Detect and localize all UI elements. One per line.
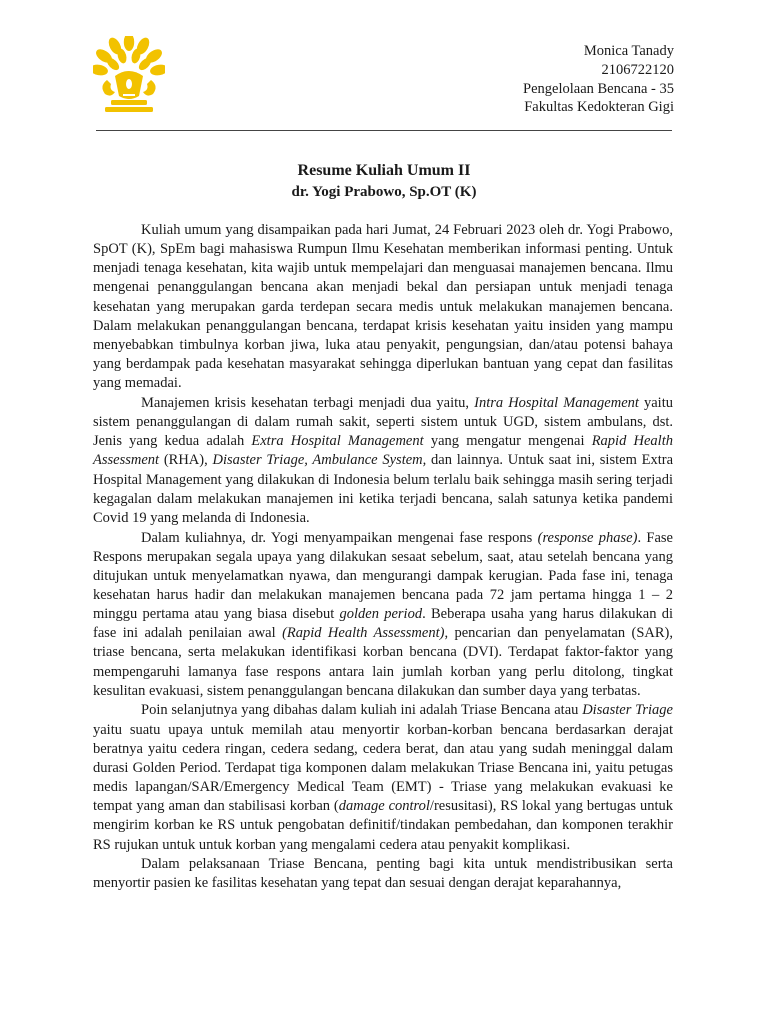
paragraph-text: Kuliah umum yang disampaikan pada hari Jumat, 24 Februari 2023 oleh dr. Yogi Prabowo, SpOT (K), SpEm bagi mahasiswa Rumpun Ilmu Kesehatan memberikan informasi penting. Untuk menjadi tenaga kesehatan, kita wajib untuk mempelajari dan menguasai manajemen bencana. Ilmu mengenai penanggulangan bencana akan menjadi bekal dan persiapan untuk menjadi tenaga kesehatan yang merupakan garda terdepan secara medis untuk melakukan manajemen bencana. Dalam melakukan penanggulangan bencana, terdapat krisis kesehatan yaitu insiden yang mampu menyebabkan timbulnya korban jiwa, luka atau penyakit, pengungsian, dan/atau potensi bahaya yang berdampak pada kesehatan masyarakat sehingga diperlukan bantuan yang cepat dan fasilitas yang memadai. [93,222,673,392]
paragraph-text: dan lainnya. Untuk saat ini, sistem Extra Hospital Management yang dilakukan di Indonesia belum terlalu baik sehingga masih sering terjadi kegagalan dalam melakukan manajemen ini ketika terjadi bencana, salah satunya ketika pandemi Covid 19 yang melanda di Indonesia. [93,452,674,526]
italic-term: Disaster Triage, Ambulance System, [212,452,427,469]
italic-term: golden period [339,606,423,623]
paragraph-text: , pencarian dan penyelamatan (SAR), triase bencana, serta melakukan identifikasi korban bencana (DVI). Terdapat faktor-faktor yang mempengaruhi lamanya fase respons antara lain jumlah korban yang perlu ditolong, tingkat kesulitan evakuasi, sistem penanggulangan bencana dilakukan dan sumber daya yang terbatas. [93,625,673,699]
paragraph-3 [93,529,673,701]
paragraph-text: . Beberapa usaha yang harus dilakukan di fase ini adalah penilaian awal [93,606,674,642]
paragraph-text: (RHA), [159,452,213,469]
university-logo [93,36,165,114]
document-title: Resume Kuliah Umum II [297,162,471,179]
italic-term: (response phase) [537,529,638,546]
italic-term: Extra Hospital Management [251,433,424,450]
paragraph-1 [93,221,673,393]
paragraph-text: yaitu suatu upaya untuk memilah atau menyortir korban-korban bencana berdasarkan derajat beratnya yaitu cedera ringan, cedera sedang, cedera berat, dan atau yang sudah meninggal dalam durasi Golden Period. Terdapat tiga komponen dalam melakukan Triase Bencana ini, yaitu petugas medis lapangan/SAR/Emergency Medical Team (EMT) - Triase yang melakukan evakuasi ke tempat yang aman dan stabilisasi korban ( [93,721,673,815]
student-id: 2106722120 [601,61,674,78]
paragraph-text: yang mengatur mengenai [423,433,592,450]
paragraph-text: . Fase Respons merupakan segala upaya yang dilakukan sesaat sebelum, saat, atau setelah bencana yang ditujukan untuk menyelamatkan nyawa, dan mengurangi dampak kerugian. Pada fase ini, tenaga kesehatan harus hadir dan melakukan manajemen bencana pada 72 jam pertama hingga 1 – 2 minggu pertama atau yang biasa disebut [93,529,673,623]
paragraph-text: Dalam pelaksanaan Triase Bencana, penting bagi kita untuk mendistribusikan serta menyortir pasien ke fasilitas kesehatan yang tepat dan sesuai dengan derajat keparahannya, [93,856,673,892]
paragraph-text: yaitu sistem penanggulangan di dalam rumah sakit, seperti sistem untuk UGD, sistem ambulans, dst. Jenis yang kedua adalah [93,394,673,450]
italic-term: damage control [338,798,430,815]
paragraph-text: /resusitasi), RS lokal yang bertugas untuk mengirim korban ke RS untuk pengobatan definitif/tindakan pembedahan, dan komponen terakhir RS rujukan untuk untuk korban yang mengalami cedera atau penyakit komplikasi. [93,798,673,853]
document-subtitle: dr. Yogi Prabowo, Sp.OT (K) [291,184,477,200]
paragraph-text: Dalam kuliahnya, dr. Yogi menyampaikan mengenai fase respons [141,529,538,546]
faculty-name: Fakultas Kedokteran Gigi [524,99,674,116]
document-body [93,221,673,893]
author-info [523,42,674,117]
italic-term: Disaster Triage [582,702,673,719]
italic-term: (Rapid Health Assessment) [282,625,445,642]
paragraph-text: Manajemen krisis kesehatan terbagi menjadi dua yaitu, [141,394,475,411]
title-block [0,160,768,202]
paragraph-4 [93,701,673,854]
course-name: Pengelolaan Bencana - 35 [523,80,674,97]
header-divider [96,130,672,131]
author-name: Monica Tanady [583,43,674,59]
paragraph-2 [93,394,673,528]
paragraph-5 [93,855,673,893]
italic-term: Intra Hospital Management [474,394,639,411]
paragraph-text: Poin selanjutnya yang dibahas dalam kuliah ini adalah Triase Bencana atau [141,702,583,719]
italic-term: Rapid Health Assessment [93,433,673,469]
